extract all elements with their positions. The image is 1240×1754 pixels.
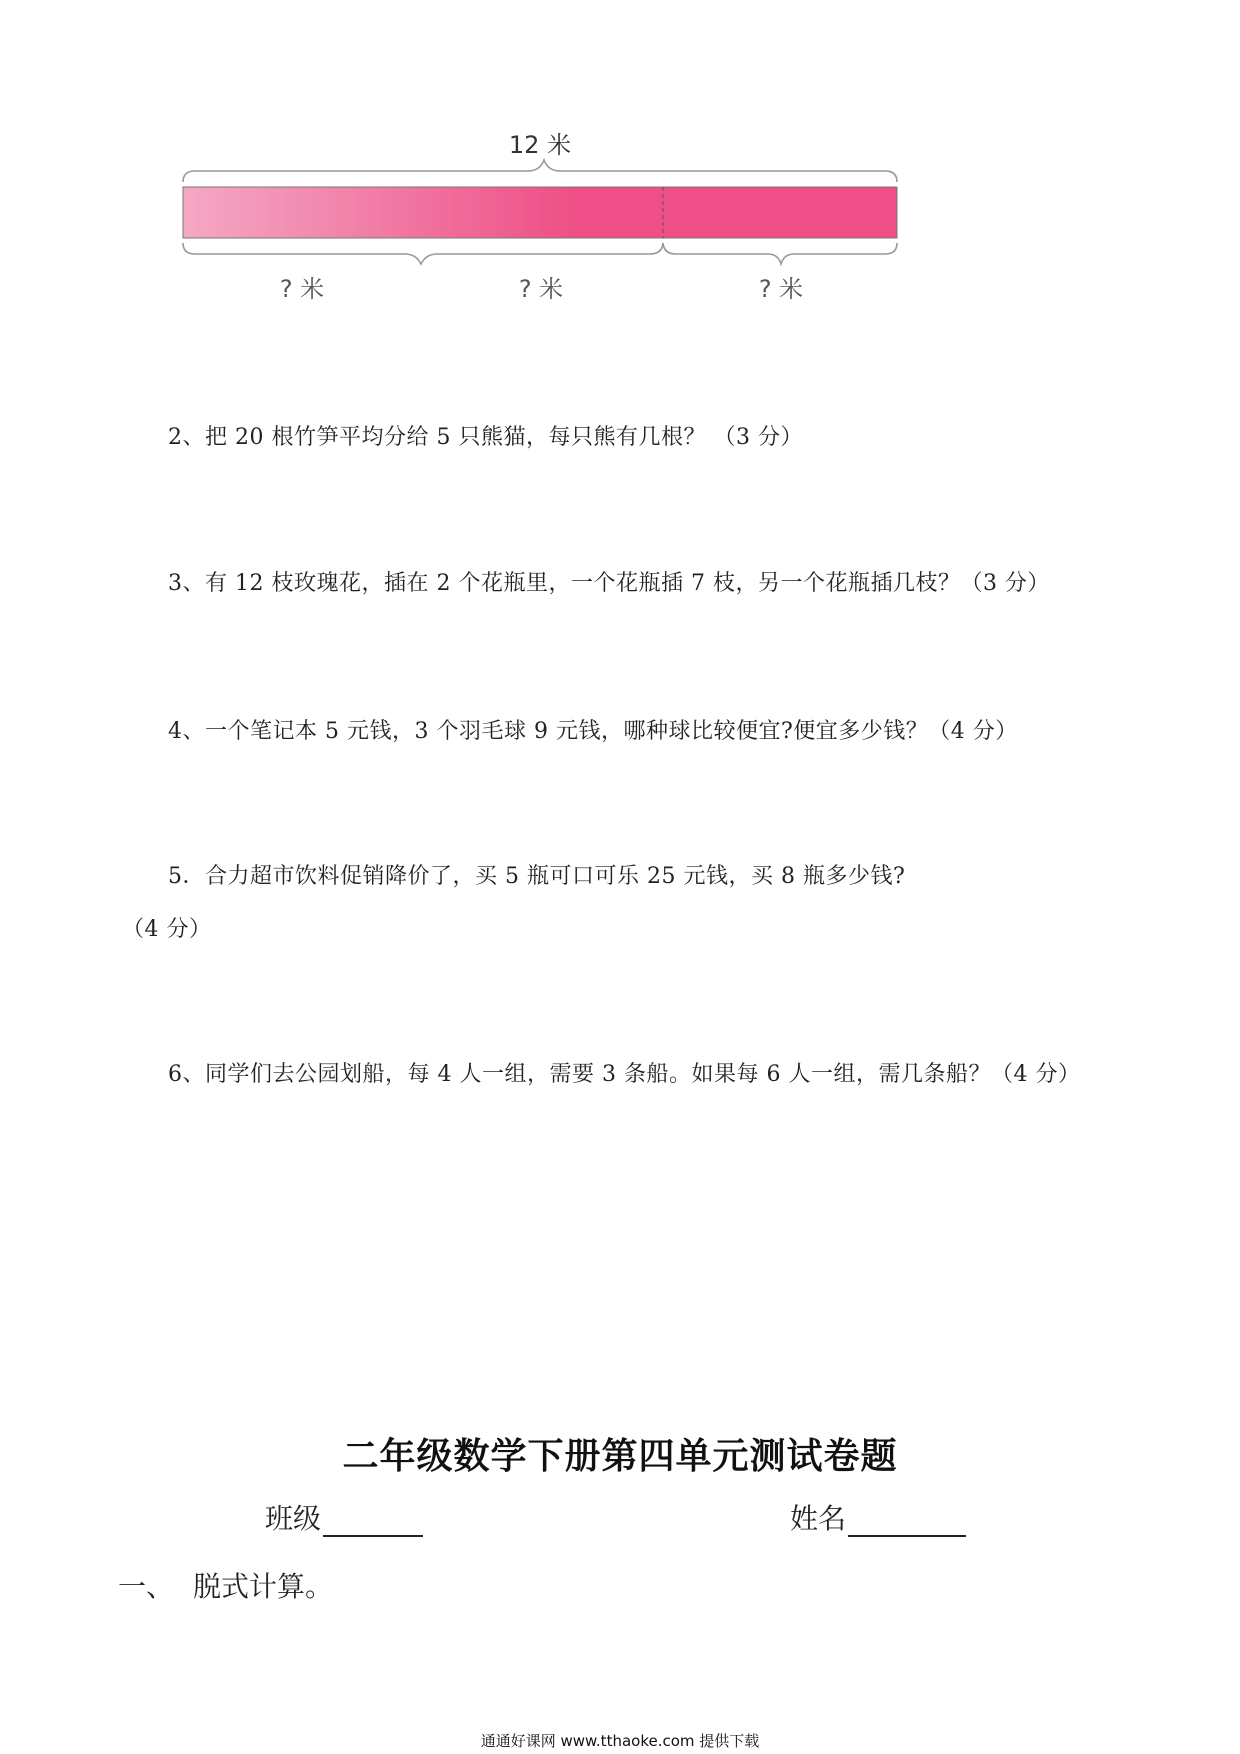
name-field	[790, 1497, 966, 1537]
question-5-points: （4 分）	[122, 917, 212, 942]
section-number: 一、	[118, 1570, 175, 1603]
question-5: 5．合力超市饮料促销降价了，买 5 瓶可口可乐 25 元钱，买 8 瓶多少钱?	[168, 864, 906, 889]
section-heading	[118, 1565, 333, 1605]
part-label-2: ? 米	[518, 275, 564, 303]
part-label-1: ? 米	[279, 275, 325, 303]
segment-diagram	[0, 0, 1240, 320]
class-label: 班级	[265, 1502, 322, 1535]
section-label: 脱式计算。	[193, 1570, 334, 1603]
part-brace-1	[183, 243, 663, 264]
question-3: 3、有 12 枝玫瑰花，插在 2 个花瓶里，一个花瓶插 7 枝，另一个花瓶插几枝？（3 分）	[168, 571, 1050, 596]
segment-bar	[183, 187, 897, 238]
footer-source: 通通好课网 www.tthaoke.com 提供下载	[480, 1732, 760, 1750]
segment-diagram-svg	[0, 0, 1240, 320]
name-blank[interactable]	[848, 1507, 966, 1537]
part-label-3: ? 米	[758, 275, 804, 303]
question-2: 2、把 20 根竹笋平均分给 5 只熊猫，每只熊有几根？ （3 分）	[168, 425, 803, 450]
page-title: 二年级数学下册第四单元测试卷题	[342, 1436, 898, 1477]
total-brace	[183, 160, 897, 182]
question-4: 4、一个笔记本 5 元钱，3 个羽毛球 9 元钱，哪种球比较便宜?便宜多少钱？（4 分）	[168, 719, 1018, 744]
name-label: 姓名	[790, 1502, 847, 1535]
total-label: 12 米	[508, 131, 572, 159]
part-brace-2	[663, 243, 897, 264]
class-blank[interactable]	[323, 1507, 423, 1537]
class-field	[265, 1497, 423, 1537]
question-6: 6、同学们去公园划船，每 4 人一组，需要 3 条船。如果每 6 人一组，需几条船？（4 分）	[168, 1062, 1081, 1087]
